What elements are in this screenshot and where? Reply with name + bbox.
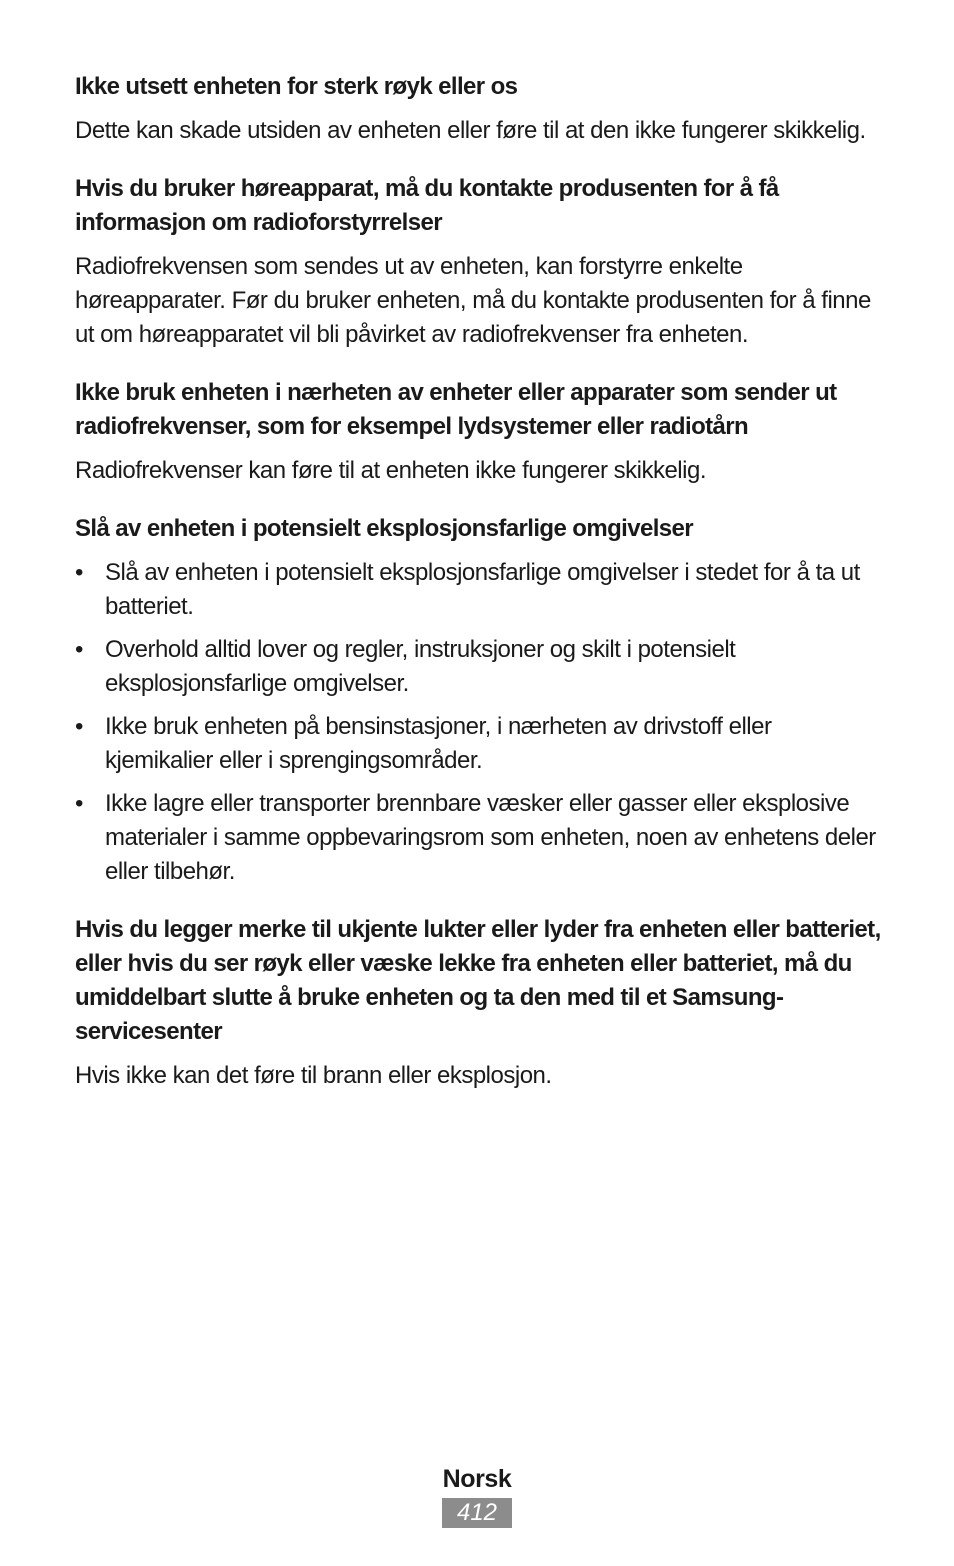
section-smoke — [75, 70, 885, 148]
section-heading: Ikke bruk enheten i nærheten av enheter eller apparater som sender ut radiofrekvenser, som for eksempel lydsystemer eller radiotårn — [75, 379, 837, 440]
section-body: Radiofrekvensen som sendes ut av enheten, kan forstyrre enkelte høreapparater. Før du bruker enheten, må du kontakte produsenten for å finne ut om høreapparatet vil bli påvirket av radiofrekvenser fra enheten. — [75, 253, 871, 348]
list-item-text: Ikke lagre eller transporter brennbare væsker eller gasser eller eksplosive materialer i samme oppbevaringsrom som enheten, noen av enhetens deler eller tilbehør. — [105, 790, 876, 885]
list-item-text: Ikke bruk enheten på bensinstasjoner, i nærheten av drivstoff eller kjemikalier eller i sprengingsområder. — [105, 713, 772, 774]
bullet-icon: • — [75, 559, 83, 586]
section-unusual-smell — [75, 913, 885, 1093]
list-item — [75, 710, 885, 778]
list-item — [75, 633, 885, 701]
section-body: Hvis ikke kan det føre til brann eller eksplosjon. — [75, 1062, 552, 1089]
list-item — [75, 556, 885, 624]
section-radio-devices — [75, 376, 885, 488]
bullet-list — [75, 556, 885, 889]
list-item-text: Slå av enheten i potensielt eksplosjonsfarlige omgivelser i stedet for å ta ut batteriet. — [105, 559, 860, 620]
section-heading: Hvis du bruker høreapparat, må du kontakte produsenten for å få informasjon om radioforstyrrelser — [75, 175, 779, 236]
bullet-icon: • — [75, 636, 83, 663]
page-number-badge: 412 — [442, 1498, 512, 1528]
section-explosive-environments — [75, 512, 885, 889]
section-heading: Slå av enheten i potensielt eksplosjonsfarlige omgivelser — [75, 515, 694, 542]
section-heading: Hvis du legger merke til ukjente lukter eller lyder fra enheten eller batteriet, eller hvis du ser røyk eller væske lekke fra enheten eller batteriet, må du umiddelbart slutte å bruke enheten og ta den med til et Samsung-servicesenter — [75, 916, 881, 1045]
list-item — [75, 787, 885, 889]
section-heading: Ikke utsett enheten for sterk røyk eller os — [75, 73, 518, 100]
bullet-icon: • — [75, 790, 83, 817]
list-item-text: Overhold alltid lover og regler, instruksjoner og skilt i potensielt eksplosjonsfarlige omgivelser. — [105, 636, 736, 697]
section-body: Dette kan skade utsiden av enheten eller føre til at den ikke fungerer skikkelig. — [75, 117, 866, 144]
bullet-icon: • — [75, 713, 83, 740]
section-body: Radiofrekvenser kan føre til at enheten ikke fungerer skikkelig. — [75, 457, 706, 484]
footer-language: Norsk — [442, 1465, 512, 1493]
document-page — [75, 70, 885, 1117]
section-hearing-aid — [75, 172, 885, 352]
page-footer — [0, 1462, 954, 1528]
